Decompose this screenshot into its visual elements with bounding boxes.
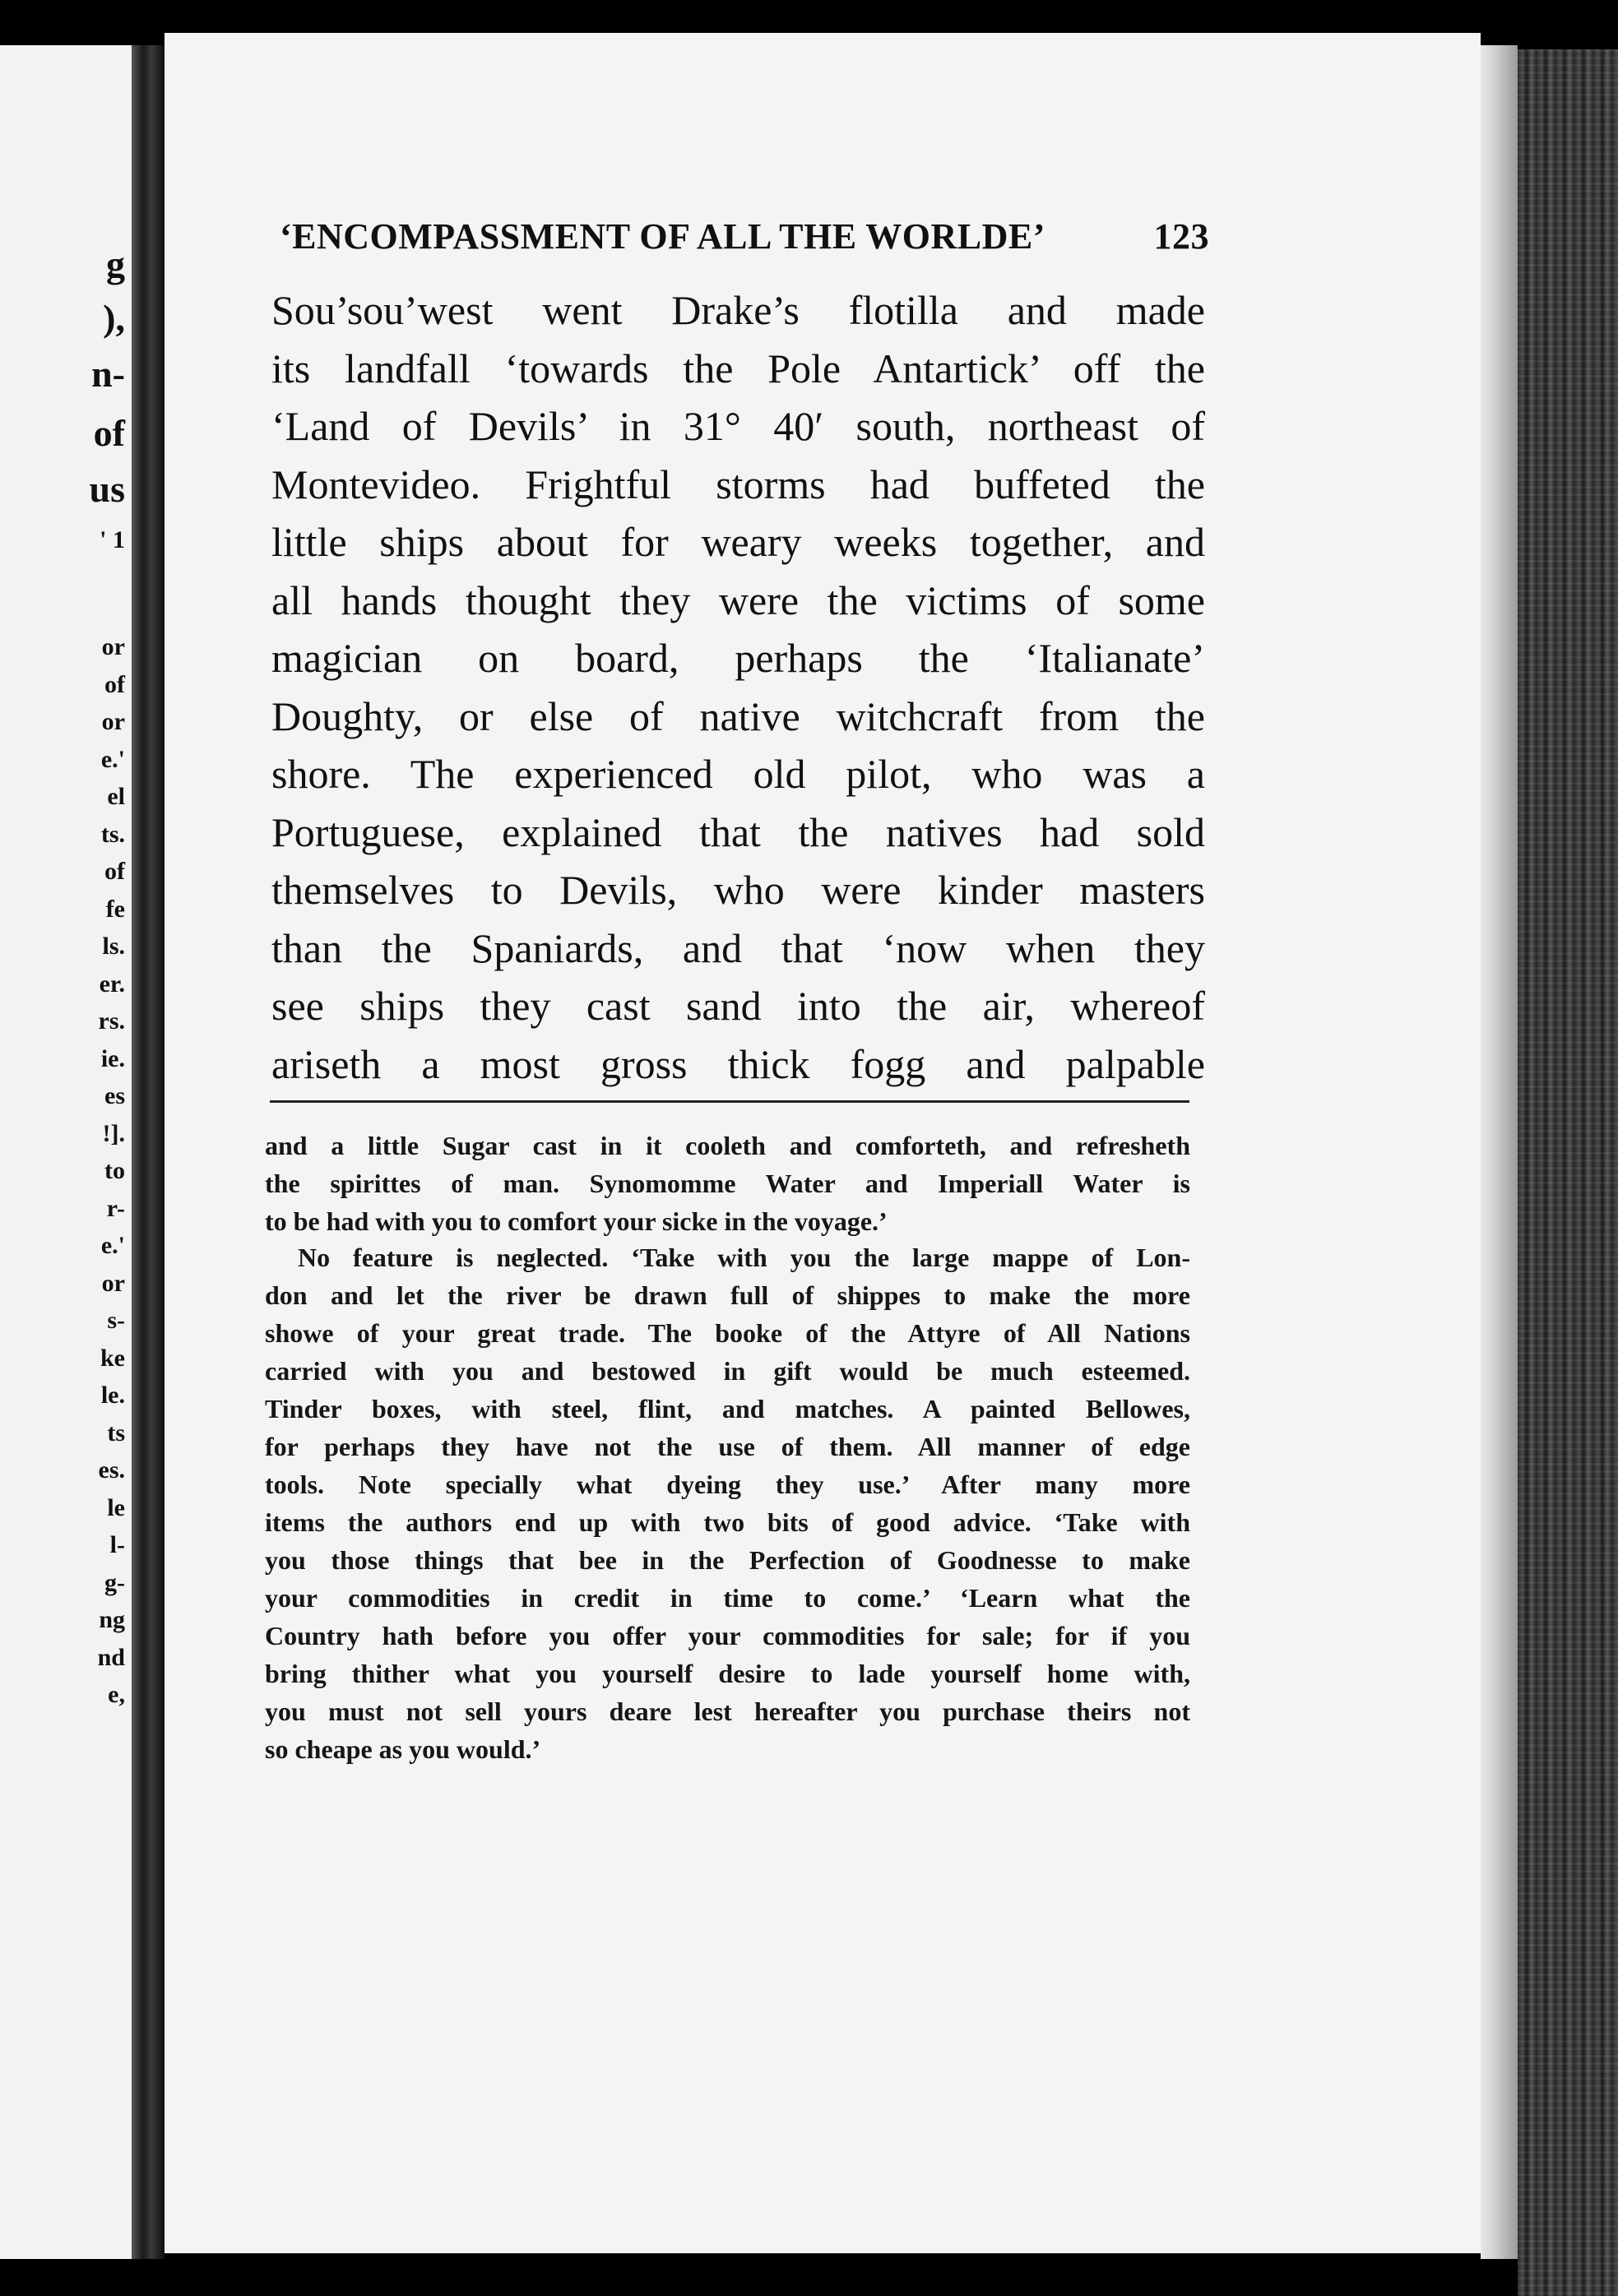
facing-page-fragment: n- bbox=[91, 353, 125, 395]
book-binding bbox=[1518, 49, 1618, 2296]
text-line: tools. Note specially what dyeing they use.’ After many more bbox=[265, 1470, 1190, 1499]
facing-page-fragment: e, bbox=[108, 1681, 125, 1708]
body-text bbox=[271, 281, 1205, 1093]
text-line: you those things that bee in the Perfection of Goodnesse to make bbox=[265, 1545, 1190, 1575]
facing-page-fragment: ke bbox=[100, 1344, 125, 1372]
facing-page-fragment: us bbox=[89, 468, 125, 510]
facing-page-fragment: es. bbox=[98, 1456, 125, 1484]
footnote-rule bbox=[270, 1100, 1189, 1103]
facing-page-fragment: e.' bbox=[100, 745, 125, 773]
facing-page-fragment: ), bbox=[103, 297, 125, 339]
facing-page-fragment: er. bbox=[99, 970, 125, 998]
facing-page-fragment: or bbox=[101, 708, 125, 735]
text-line: than the Spaniards, and that ‘now when they bbox=[271, 924, 1205, 971]
text-line: Sou’sou’west went Drake’s flotilla and made bbox=[271, 287, 1205, 333]
text-line: your commodities in credit in time to come.’ ‘Learn what the bbox=[265, 1583, 1190, 1613]
facing-page-fragment: of bbox=[104, 858, 125, 885]
facing-page-fragment: nd bbox=[97, 1643, 125, 1671]
text-line: shore. The experienced old pilot, who was a bbox=[271, 751, 1205, 797]
text-line: its landfall ‘towards the Pole Antartick’ off the bbox=[271, 345, 1205, 391]
running-title: ‘ENCOMPASSMENT OF ALL THE WORLDE’ bbox=[280, 216, 1045, 257]
text-line: so cheape as you would.’ bbox=[265, 1734, 541, 1764]
facing-page-fragment: g bbox=[106, 243, 125, 285]
facing-page-fragment: le bbox=[107, 1493, 125, 1521]
facing-page-fragment: rs. bbox=[98, 1007, 125, 1035]
text-line: ‘Land of Devils’ in 31° 40′ south, northeast of bbox=[271, 403, 1205, 449]
text-line: Montevideo. Frightful storms had buffeted the bbox=[271, 461, 1205, 507]
footnote-paragraph bbox=[265, 1238, 1190, 1768]
text-line: Portuguese, explained that the natives had sold bbox=[271, 808, 1205, 855]
text-line: themselves to Devils, who were kinder masters bbox=[271, 867, 1205, 913]
facing-page-fragment: fe bbox=[105, 895, 125, 923]
text-line: to be had with you to comfort your sicke in the voyage.’ bbox=[265, 1206, 888, 1236]
running-header bbox=[280, 215, 1209, 257]
footnote-continuation bbox=[265, 1127, 1190, 1240]
text-line: the spirittes of man. Synomomme Water and Imperiall Water is bbox=[265, 1169, 1190, 1198]
text-line: No feature is neglected. ‘Take with you the large mappe of Lon- bbox=[298, 1243, 1190, 1272]
text-line: showe of your great trade. The booke of the Attyre of All Nations bbox=[265, 1318, 1190, 1348]
text-line: Doughty, or else of native witchcraft from the bbox=[271, 692, 1205, 739]
book-gutter bbox=[132, 45, 165, 2259]
facing-page-fragment: e.' bbox=[100, 1232, 125, 1259]
text-line: carried with you and bestowed in gift would be much esteemed. bbox=[265, 1356, 1190, 1386]
text-line: you must not sell yours deare lest hereafter you purchase theirs not bbox=[265, 1697, 1190, 1726]
text-line: bring thither what you yourself desire to lade yourself home with, bbox=[265, 1659, 1190, 1688]
text-line: little ships about for weary weeks together, and bbox=[271, 519, 1205, 565]
facing-page-fragment: ls. bbox=[102, 933, 125, 960]
facing-page-fragment: el bbox=[107, 783, 125, 810]
facing-page-fragment: le. bbox=[100, 1382, 125, 1409]
text-line: don and let the river be drawn full of shippes to make the more bbox=[265, 1280, 1190, 1310]
facing-page-fragment: to bbox=[104, 1157, 125, 1184]
facing-page bbox=[0, 45, 132, 2259]
facing-page-fragment: or bbox=[101, 1269, 125, 1297]
facing-page-fragment: r- bbox=[106, 1194, 125, 1222]
text-line: all hands thought they were the victims of some bbox=[271, 576, 1205, 623]
facing-page-fragment: ' 1 bbox=[100, 526, 125, 553]
text-line: magician on board, perhaps the ‘Italianate’ bbox=[271, 635, 1205, 681]
facing-page-fragment: or bbox=[101, 633, 125, 660]
facing-page-fragment: of bbox=[93, 412, 125, 454]
text-line: items the authors end up with two bits of good advice. ‘Take with bbox=[265, 1507, 1190, 1537]
facing-page-fragment: of bbox=[104, 670, 125, 698]
text-line: Tinder boxes, with steel, flint, and matches. A painted Bellowes, bbox=[265, 1394, 1190, 1423]
facing-page-fragment: l- bbox=[109, 1531, 125, 1558]
facing-page-fragment: ng bbox=[99, 1606, 125, 1633]
facing-page-fragment: g- bbox=[104, 1568, 125, 1596]
text-line: for perhaps they have not the use of them. All manner of edge bbox=[265, 1432, 1190, 1461]
page-number: 123 bbox=[1153, 216, 1209, 257]
text-line: ariseth a most gross thick fogg and palpable bbox=[271, 1040, 1205, 1087]
text-line: Country hath before you offer your commodities for sale; for if you bbox=[265, 1621, 1190, 1650]
facing-page-fragment: es bbox=[104, 1082, 125, 1109]
text-line: see ships they cast sand into the air, whereof bbox=[271, 983, 1205, 1029]
facing-page-fragment: ts bbox=[107, 1419, 125, 1447]
facing-page-fragment: ts. bbox=[100, 820, 125, 848]
facing-page-fragment: !]. bbox=[102, 1119, 125, 1147]
page-edge bbox=[1481, 45, 1518, 2259]
facing-page-fragment: ie. bbox=[100, 1044, 125, 1072]
facing-page-fragment: s- bbox=[107, 1307, 125, 1334]
text-line: and a little Sugar cast in it cooleth and comforteth, and refresheth bbox=[265, 1131, 1190, 1160]
